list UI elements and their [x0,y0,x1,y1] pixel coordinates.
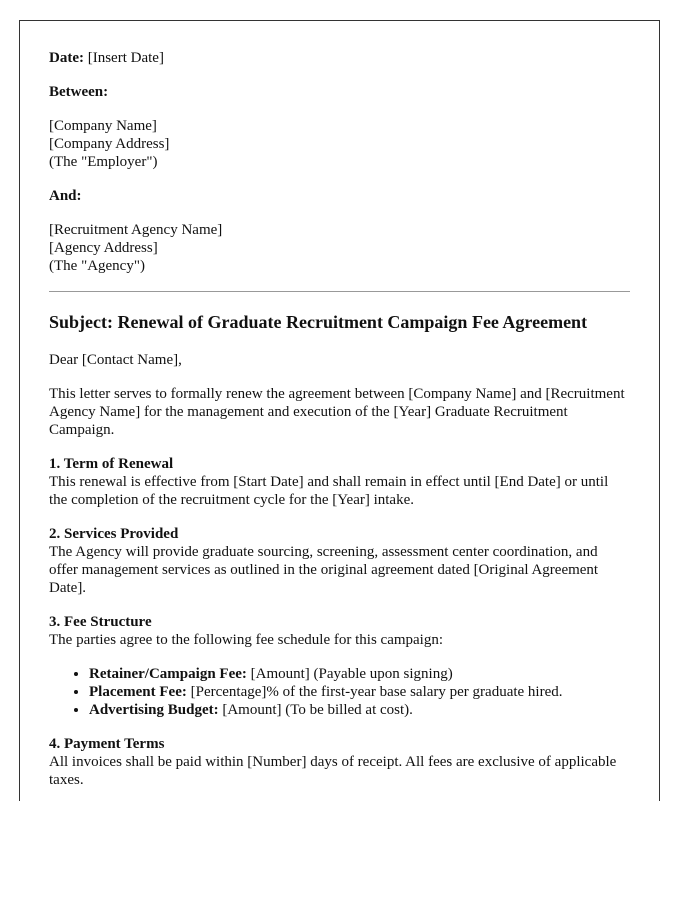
fee-label: Advertising Budget: [89,702,219,718]
section-fees [49,613,630,649]
section-text: The Agency will provide graduate sourcing, screening, assessment center coordination, and offer management services as outlined in the original agreement dated [Original Agreement Date]. [49,544,599,596]
employer-address: [Company Address] [49,136,170,152]
section-services [49,525,630,597]
agency-name: [Recruitment Agency Name] [49,222,223,238]
list-item [89,701,630,719]
section-title: 2. Services Provided [49,526,179,542]
salutation: Dear [Contact Name], [49,352,182,368]
fee-text: [Amount] (To be billed at cost). [218,702,413,718]
employer-name: [Company Name] [49,118,157,134]
intro-paragraph: This letter serves to formally renew the agreement between [Company Name] and [Recruitment Agency Name] for the management and execution of the [Year] Graduate Recruitment Campaign. [49,386,625,438]
section-term [49,455,630,509]
agency-block [49,221,630,275]
section-title: 3. Fee Structure [49,614,152,630]
employer-block [49,117,630,171]
agency-address: [Agency Address] [49,240,158,256]
fee-text: [Percentage]% of the first-year base salary per graduate hired. [186,684,563,700]
date-value: [Insert Date] [87,50,164,66]
section-title: 4. Payment Terms [49,736,165,752]
between-label [49,83,630,101]
list-item [89,665,630,683]
date-line [49,49,630,67]
between-label-text: Between: [49,84,109,100]
list-item [89,683,630,701]
section-payment [49,735,630,789]
divider [49,291,630,292]
fee-text: [Amount] (Payable upon signing) [246,666,453,682]
section-title: 1. Term of Renewal [49,456,174,472]
section-text: All invoices shall be paid within [Number] days of receipt. All fees are exclusive of applicable taxes. [49,754,617,788]
fee-list [49,665,630,719]
date-label: Date: [49,50,84,66]
employer-designation: (The "Employer") [49,154,158,170]
section-text: The parties agree to the following fee schedule for this campaign: [49,632,444,648]
section-text: This renewal is effective from [Start Date] and shall remain in effect until [End Date] or until the completion of the recruitment cycle for the [Year] intake. [49,474,609,508]
and-label-text: And: [49,188,82,204]
fee-label: Placement Fee: [89,684,187,700]
letter-document [19,20,660,801]
subject-heading: Subject: Renewal of Graduate Recruitment Campaign Fee Agreement [49,312,588,332]
and-label [49,187,630,205]
agency-designation: (The "Agency") [49,258,145,274]
fee-label: Retainer/Campaign Fee: [89,666,247,682]
